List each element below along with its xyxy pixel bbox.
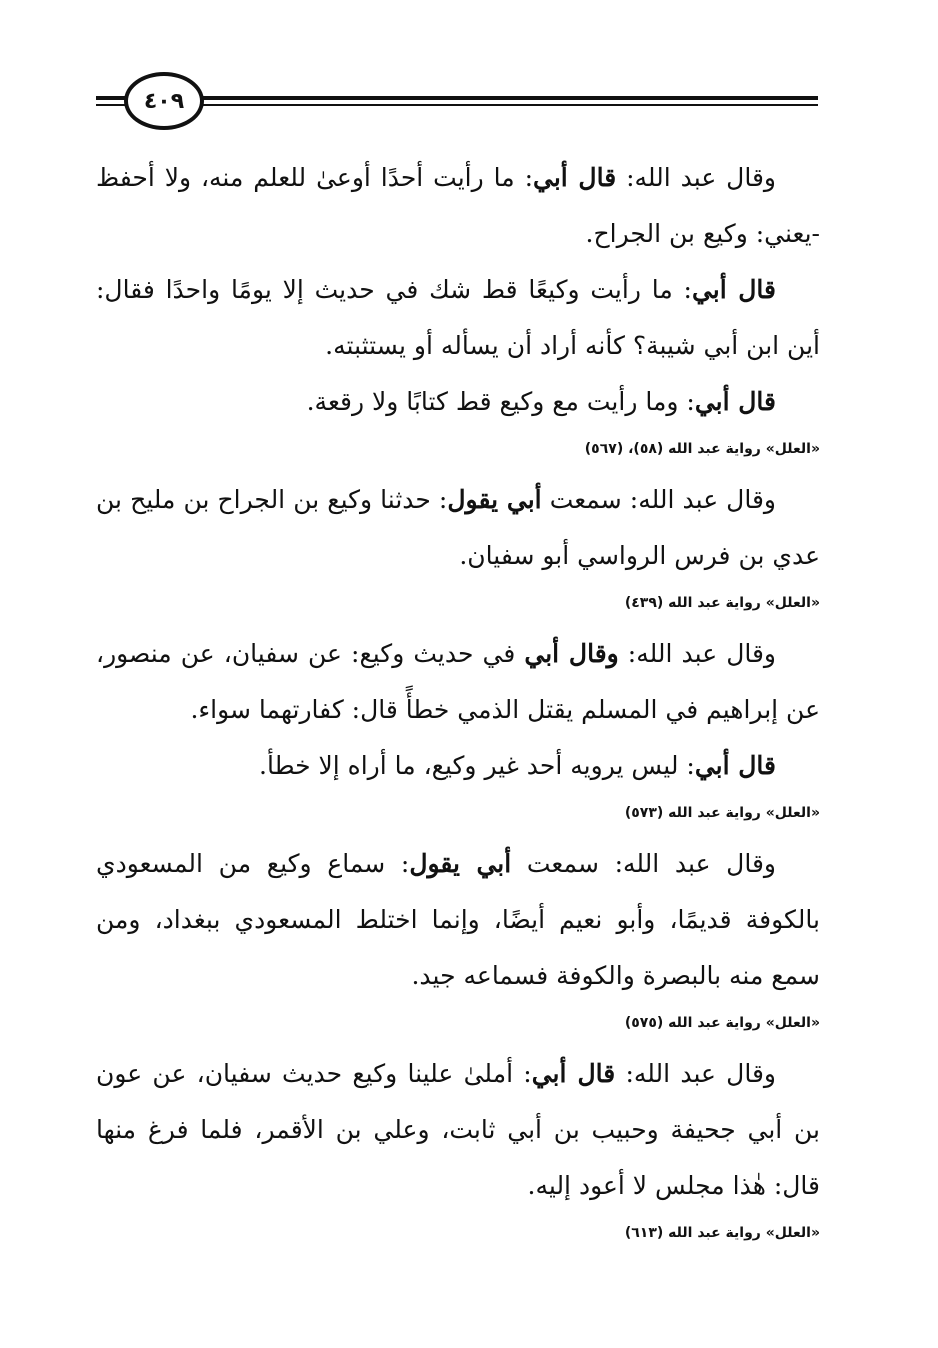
paragraph-lead: وقال عبد الله:	[616, 163, 776, 192]
source-citation: «العلل» رواية عبد الله (٦١٣)	[624, 1225, 820, 1241]
paragraph	[96, 262, 820, 374]
speaker-bold: قال أبي	[691, 275, 776, 304]
paragraph	[96, 472, 820, 584]
narration-block	[96, 626, 820, 824]
speaker-bold: قال أبي	[694, 751, 776, 780]
page-number-oval	[124, 72, 204, 130]
paragraph	[96, 150, 820, 262]
paragraph-text: : سماع وكيع من المسعودي بالكوفة قديمًا، وأبو نعيم أيضًا، وإنما اختلط المسعودي ببغداد، ومن سمع منه بالبصرة والكوفة فسماعه جيد.	[96, 849, 820, 990]
paragraph-lead: وقال عبد الله:	[618, 639, 776, 668]
speaker-bold: أبي يقول	[447, 485, 542, 514]
speaker-bold: قال أبي	[694, 387, 776, 416]
speaker-bold: أبي يقول	[409, 849, 512, 878]
page-number: ٤٠٩	[143, 88, 185, 114]
header-rule-thick	[96, 96, 818, 100]
narration-block	[96, 836, 820, 1034]
page-body	[96, 150, 820, 1256]
paragraph	[96, 374, 820, 430]
narration-block	[96, 150, 820, 460]
header-rule-thin	[96, 104, 818, 106]
paragraph	[96, 836, 820, 1004]
speaker-bold: وقال أبي	[524, 639, 619, 668]
speaker-bold: قال أبي	[533, 163, 617, 192]
source-citation: «العلل» رواية عبد الله (٥٧٥)	[624, 1015, 820, 1031]
paragraph-text: : ما رأيت أحدًا أوعىٰ للعلم منه، ولا أحفظ -يعني: وكيع بن الجراح.	[96, 163, 820, 248]
paragraph-text: : وما رأيت مع وكيع قط كتابًا ولا رقعة.	[306, 387, 695, 416]
paragraph-text: في حديث وكيع: عن سفيان، عن منصور، عن إبراهيم في المسلم يقتل الذمي خطأً قال: كفارتهما سواء.	[96, 639, 820, 724]
narration-block	[96, 472, 820, 614]
paragraph-text: : حدثنا وكيع بن الجراح بن مليح بن عدي بن فرس الرواسي أبو سفيان.	[96, 485, 820, 570]
source-citation: «العلل» رواية عبد الله (٥٧٣)	[624, 805, 820, 821]
speaker-bold: قال أبي	[531, 1059, 616, 1088]
paragraph	[96, 738, 820, 794]
paragraph-lead: وقال عبد الله: سمعت	[541, 485, 776, 514]
paragraph	[96, 626, 820, 738]
paragraph-text: : أملىٰ علينا وكيع حديث سفيان، عن عون بن أبي جحيفة وحبيب بن أبي ثابت، وعلي بن الأقمر، فلما فرغ منها قال: هٰذا مجلس لا أعود إليه.	[96, 1059, 820, 1200]
narration-block	[96, 1046, 820, 1244]
paragraph-text: : ما رأيت وكيعًا قط شك في حديث إلا يومًا واحدًا فقال: أين ابن أبي شيبة؟ كأنه أراد أن يسأله أو يستثبته.	[96, 275, 820, 360]
source-citation: «العلل» رواية عبد الله (٥٨)، (٥٦٧)	[584, 441, 820, 457]
paragraph-text: : ليس يرويه أحد غير وكيع، ما أراه إلا خطأ.	[259, 751, 695, 780]
paragraph-lead: وقال عبد الله: سمعت	[511, 849, 776, 878]
paragraph	[96, 1046, 820, 1214]
source-citation: «العلل» رواية عبد الله (٤٣٩)	[624, 595, 820, 611]
paragraph-lead: وقال عبد الله:	[615, 1059, 776, 1088]
